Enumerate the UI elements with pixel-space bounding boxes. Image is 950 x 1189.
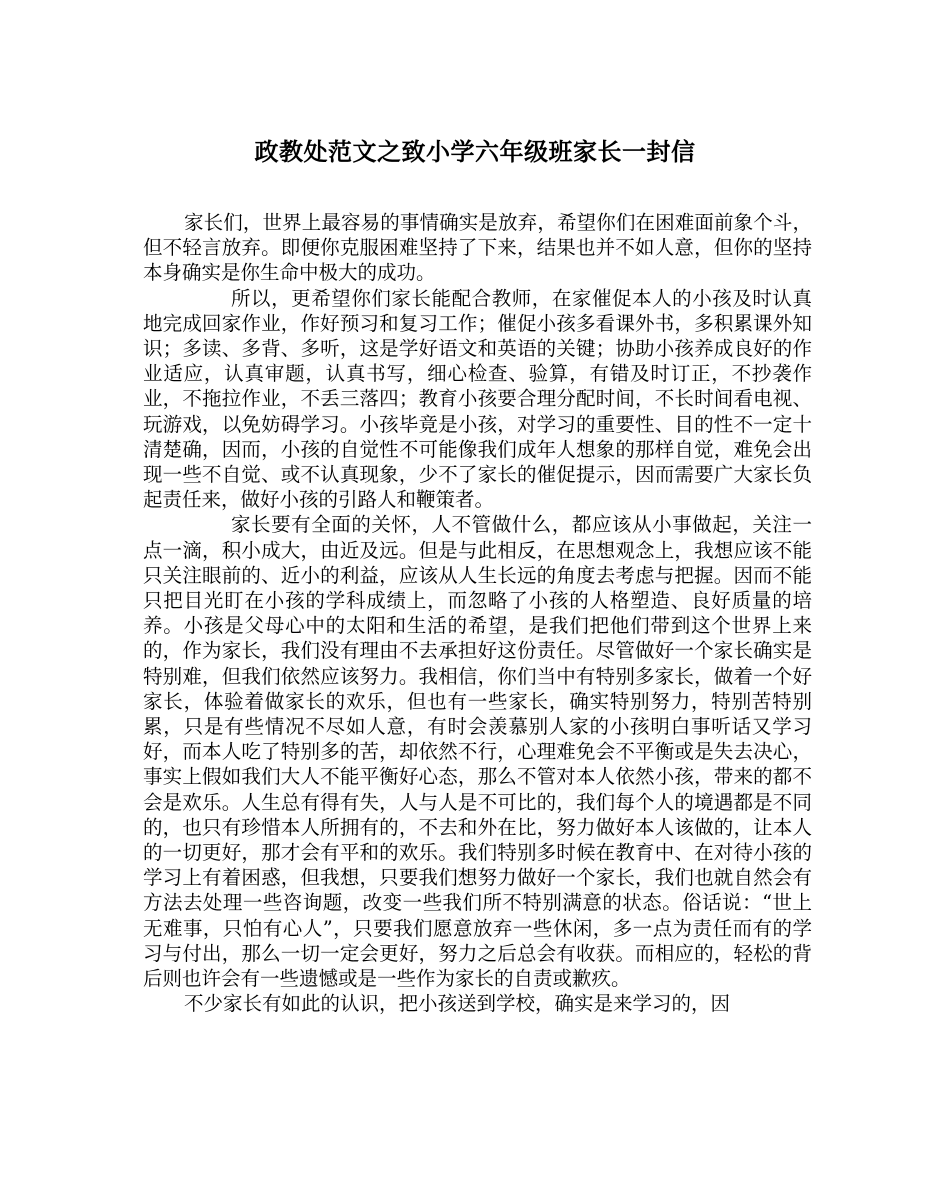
- document-body: [143, 210, 812, 1017]
- paragraph-2: 所以，更希望你们家长能配合教师，在家催促本人的小孩及时认真地完成回家作业，作好预习和复习工作；催促小孩多看课外书，多积累课外知识；多读、多背、多听，这是学好语文和英语的关键；协助小孩养成良好的作业适应，认真审题，认真书写，细心检查、验算，有错及时订正，不抄袭作业，不拖拉作业，不丢三落四；教育小孩要合理分配时间，不长时间看电视、玩游戏，以免妨碍学习。小孩毕竟是小孩，对学习的重要性、目的性不一定十清楚确，因而，小孩的自觉性不可能像我们成年人想象的那样自觉，难免会出现一些不自觉、或不认真现象，少不了家长的催促提示，因而需要广大家长负起责任来，做好小孩的引路人和鞭策者。: [143, 286, 812, 512]
- paragraph-4: 不少家长有如此的认识，把小孩送到学校，确实是来学习的，因: [184, 992, 731, 1016]
- document-title: 政教处范文之致小学六年级班家长一封信: [254, 137, 696, 166]
- paragraph-1: 家长们，世界上最容易的事情确实是放弃，希望你们在困难面前象个斗，但不轻言放弃。即便你克服困难坚持了下来，结果也并不如人意，但你的坚持本身确实是你生命中极大的成功。: [143, 211, 812, 285]
- paragraph-3: 家长要有全面的关怀，人不管做什么，都应该从小事做起，关注一点一滴，积小成大，由近及远。但是与此相反，在思想观念上，我想应该不能只关注眼前的、近小的利益，应该从人生长远的角度去考虑与把握。因而不能只把目光盯在小孩的学科成绩上，而忽略了小孩的人格塑造、良好质量的培养。小孩是父母心中的太阳和生活的希望，是我们把他们带到这个世界上来的，作为家长，我们没有理由不去承担好这份责任。尽管做好一个家长确实是特别难，但我们依然应该努力。我相信，你们当中有特别多家长，做着一个好家长，体验着做家长的欢乐，但也有一些家长，确实特别努力，特别苦特别累，只是有些情况不尽如人意，有时会羡慕别人家的小孩明白事听话又学习好，而本人吃了特别多的苦，却依然不行，心理难免会不平衡或是失去决心，事实上假如我们大人不能平衡好心态，那么不管对本人依然小孩，带来的都不会是欢乐。人生总有得有失，人与人是不可比的，我们每个人的境遇都是不同的，也只有珍惜本人所拥有的，不去和外在比，努力做好本人该做的，让本人的一切更好，那才会有平和的欢乐。我们特别多时候在教育中、在对待小孩的学习上有着困惑，但我想，只要我们想努力做好一个家长，我们也就自然会有方法去处理一些咨询题，改变一些我们所不特别满意的状态。俗话说：“世上无难事，只怕有心人”，只要我们愿意放弃一些休闲，多一点为责任而有的学习与付出，那么一切一定会更好，努力之后总会有收获。而相应的，轻松的背后则也许会有一些遗憾或是一些作为家长的自责或歉疚。: [143, 513, 812, 991]
